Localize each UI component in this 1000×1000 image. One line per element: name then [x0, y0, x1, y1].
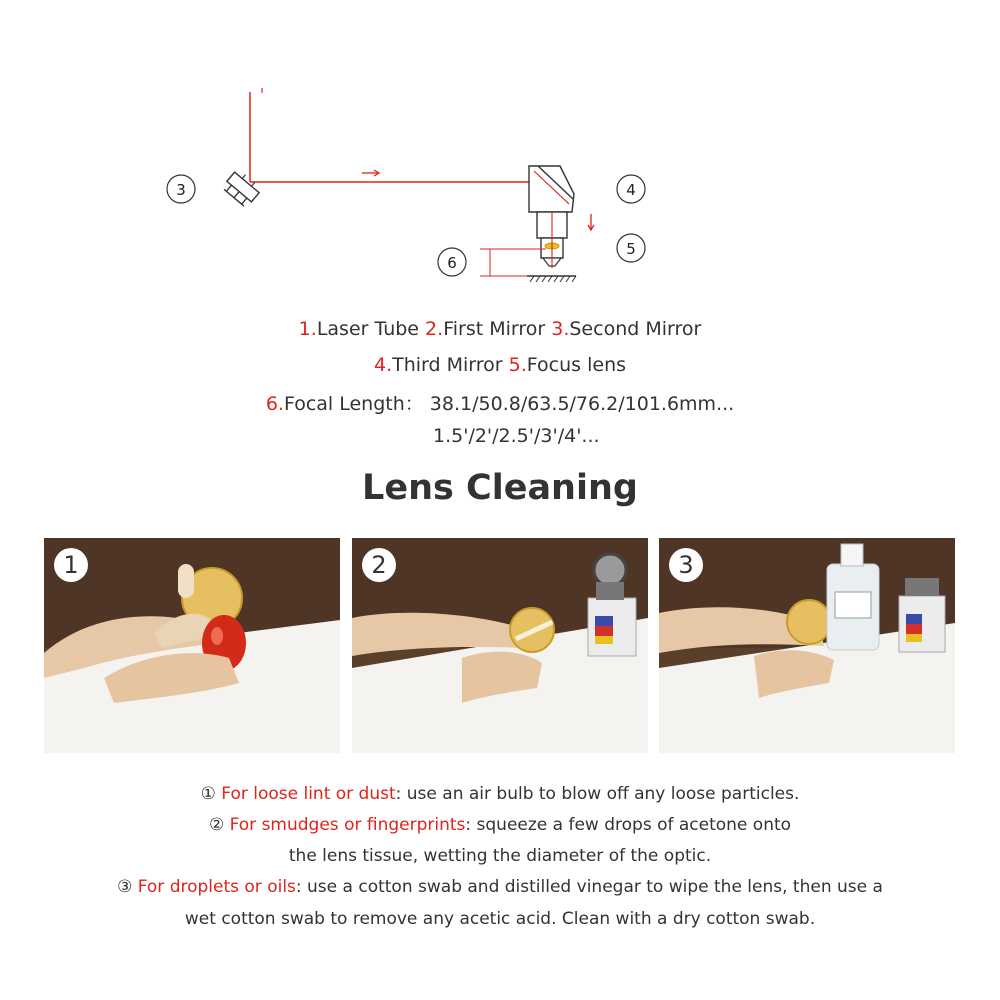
step-marker: ② — [208, 815, 225, 835]
legend-num: 6. — [265, 393, 284, 415]
step-text: : squeeze a few drops of acetone onto — [465, 815, 792, 835]
photo-badge: 3 — [669, 548, 703, 582]
step-marker: ③ — [117, 877, 133, 897]
photo-badge: 1 — [54, 548, 88, 582]
photo-acetone — [352, 538, 648, 753]
legend-num: 4. — [373, 354, 393, 376]
arrow-down-icon — [588, 214, 594, 230]
optical-path-diagram — [0, 0, 1000, 300]
legend-num: 1. — [298, 318, 317, 340]
step-2-continued: the lens tissue, wetting the diameter of the optic. — [288, 846, 712, 866]
legend-text: First Mirror — [443, 318, 552, 340]
photo-badge: 2 — [362, 548, 396, 582]
step-label: For droplets or oils — [137, 877, 296, 897]
laser-head-icon — [529, 166, 574, 268]
legend-text: Focus lens — [526, 354, 627, 376]
step-label: For loose lint or dust — [221, 784, 396, 804]
marker-5 — [617, 234, 645, 262]
focal-length-bracket — [480, 249, 546, 276]
svg-text:5: 5 — [626, 240, 636, 258]
step-marker: ① — [200, 784, 216, 804]
arrow-right-icon — [362, 170, 379, 176]
legend-num: 2. — [425, 318, 444, 340]
marker-3 — [167, 175, 195, 203]
marker-4 — [617, 175, 645, 203]
work-surface-icon — [527, 276, 576, 282]
photo-vinegar — [659, 538, 955, 753]
step-3 — [0, 877, 1000, 897]
photo-air-bulb — [44, 538, 340, 753]
legend-line-4: 1.5'/2'/2.5'/3'/4'... — [433, 425, 600, 447]
legend-text: Second Mirror — [569, 318, 702, 340]
marker-6 — [438, 248, 466, 276]
step-label: For smudges or fingerprints — [229, 815, 466, 835]
svg-text:3: 3 — [176, 181, 186, 199]
legend-line-1 — [0, 318, 1000, 340]
step-1 — [0, 784, 1000, 804]
step-3-continued: wet cotton swab to remove any acetic acid. Clean with a dry cotton swab. — [184, 909, 816, 929]
legend-text: Laser Tube — [316, 318, 426, 340]
legend-text: Focal Length： 38.1/50.8/63.5/76.2/101.6mm... — [283, 393, 735, 415]
second-mirror-icon — [222, 168, 263, 208]
step-text: : use an air bulb to blow off any loose particles. — [395, 784, 800, 804]
legend-line-2 — [0, 354, 1000, 376]
step-text: : use a cotton swab and distilled vinegar to wipe the lens, then use a — [295, 877, 883, 897]
svg-text:4: 4 — [626, 181, 636, 199]
legend-text: Third Mirror — [392, 354, 509, 376]
legend-num: 5. — [508, 354, 527, 376]
step-2 — [0, 815, 1000, 835]
svg-text:6: 6 — [447, 254, 457, 272]
section-title: Lens Cleaning — [362, 468, 638, 508]
legend-line-3 — [0, 389, 1000, 416]
legend-num: 3. — [551, 318, 570, 340]
